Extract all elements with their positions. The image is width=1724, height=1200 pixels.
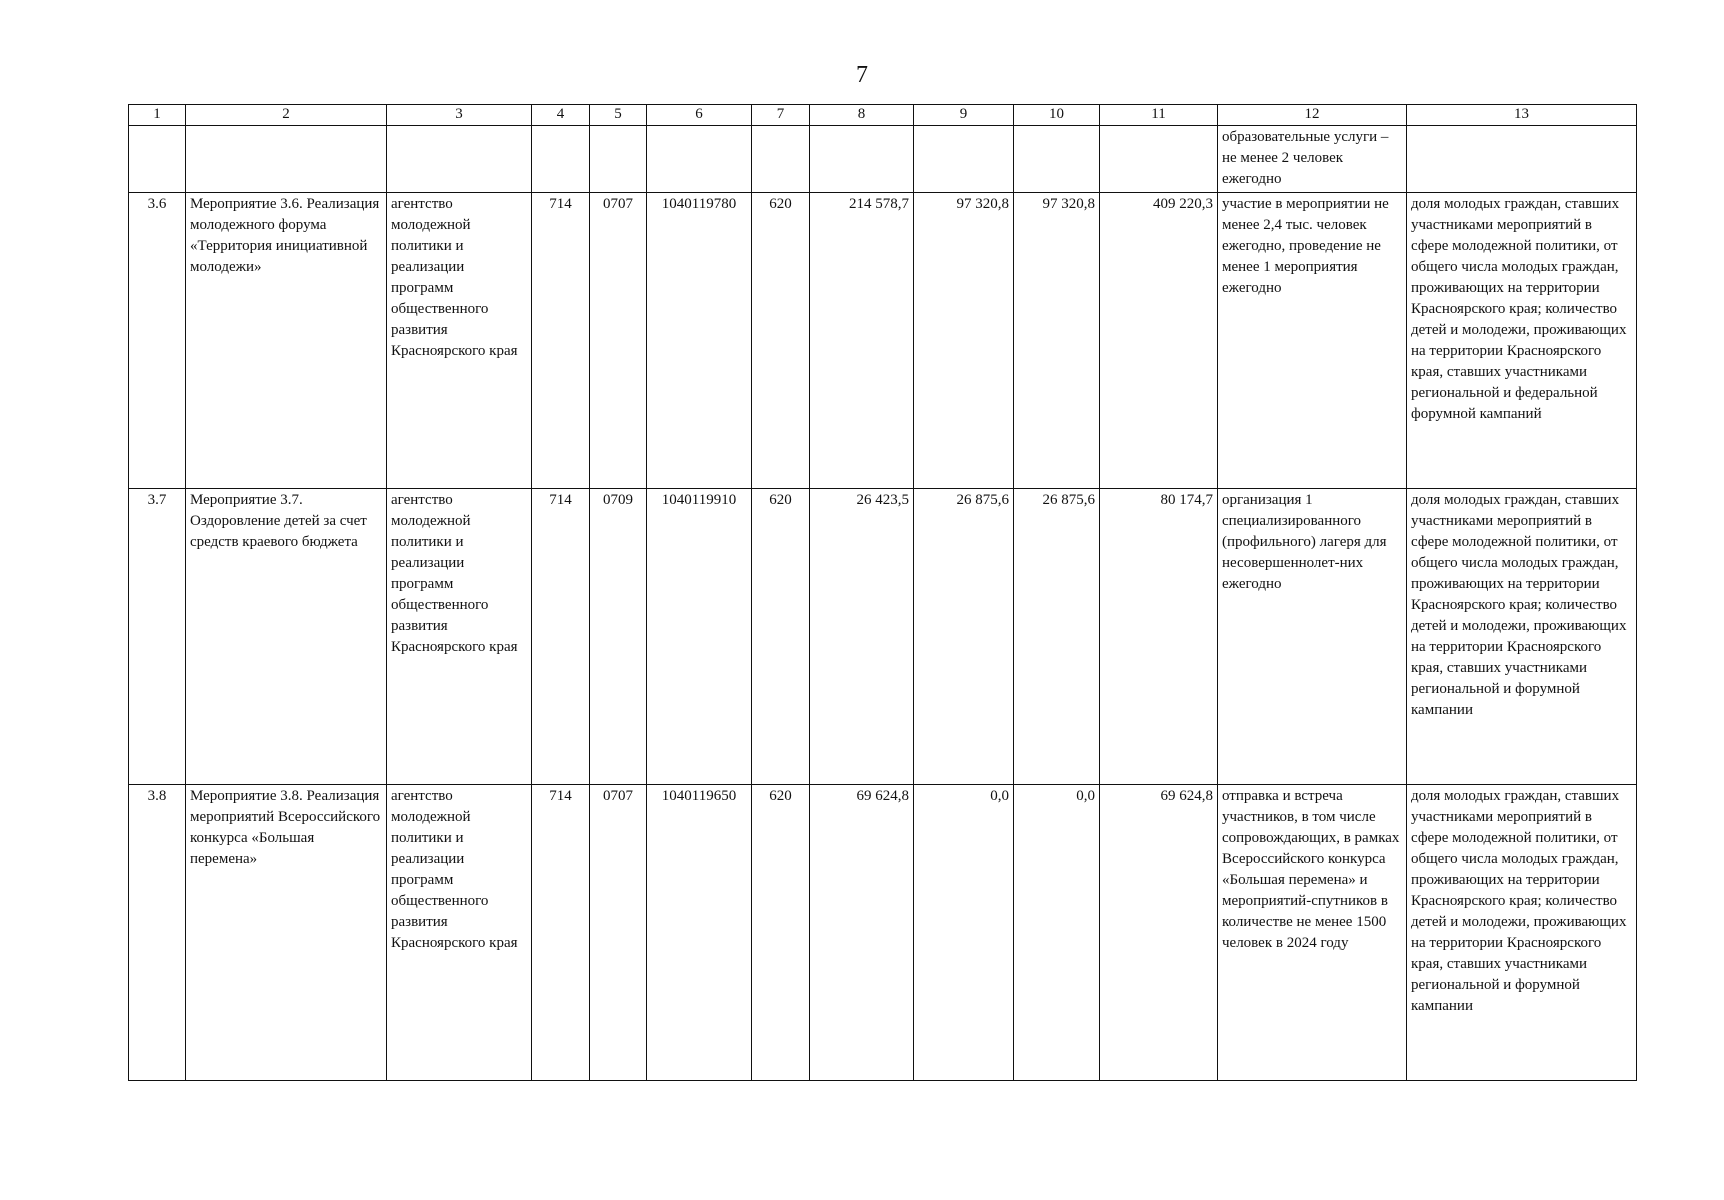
amount-col8: 69 624,8 xyxy=(810,785,914,1081)
amount-col10: 26 875,6 xyxy=(1014,489,1100,785)
expected-result: отправка и встреча участников, в том числе сопровождающих, в рамках Всероссийского конкурса «Большая перемена» и мероприятий-спутников в количестве не менее 1500 человек в 2024 году xyxy=(1218,785,1407,1081)
activity-name: Мероприятие 3.6. Реализация молодежного форума «Территория инициативной молодежи» xyxy=(186,193,387,489)
table-row xyxy=(129,785,1637,1081)
section-code: 0707 xyxy=(590,785,647,1081)
page-number: 7 xyxy=(856,62,868,88)
continuation-row xyxy=(129,126,1637,193)
responsible-agency: агентство молодежной политики и реализации программ общественного развития Красноярского края xyxy=(387,193,532,489)
grbs-code: 714 xyxy=(532,785,590,1081)
grbs-code: 714 xyxy=(532,193,590,489)
row-number: 3.6 xyxy=(129,193,186,489)
column-header: 13 xyxy=(1407,105,1637,126)
column-header: 6 xyxy=(647,105,752,126)
column-header: 3 xyxy=(387,105,532,126)
amount-col9: 0,0 xyxy=(914,785,1014,1081)
expected-result: участие в мероприятии не менее 2,4 тыс. человек ежегодно, проведение не менее 1 мероприятия ежегодно xyxy=(1218,193,1407,489)
program-activities-table xyxy=(128,104,1637,1081)
result-cell: образовательные услуги – не менее 2 человек ежегодно xyxy=(1218,126,1407,193)
amount-total: 409 220,3 xyxy=(1100,193,1218,489)
activity-name: Мероприятие 3.8. Реализация мероприятий Всероссийского конкурса «Большая перемена» xyxy=(186,785,387,1081)
grbs-code: 714 xyxy=(532,489,590,785)
target-item-code: 1040119650 xyxy=(647,785,752,1081)
indicator-impact: доля молодых граждан, ставших участниками мероприятий в сфере молодежной политики, от общего числа молодых граждан, проживающих на территории Красноярского края; количество детей и молодежи, проживающих на территории Красноярского края, ставших участниками региональной и форумной кампании xyxy=(1407,489,1637,785)
amount-col9: 26 875,6 xyxy=(914,489,1014,785)
column-header: 9 xyxy=(914,105,1014,126)
column-header: 7 xyxy=(752,105,810,126)
section-code: 0707 xyxy=(590,193,647,489)
column-header: 11 xyxy=(1100,105,1218,126)
target-item-code: 1040119780 xyxy=(647,193,752,489)
table-row xyxy=(129,489,1637,785)
section-code: 0709 xyxy=(590,489,647,785)
amount-col10: 97 320,8 xyxy=(1014,193,1100,489)
indicator-impact: доля молодых граждан, ставших участниками мероприятий в сфере молодежной политики, от общего числа молодых граждан, проживающих на территории Красноярского края; количество детей и молодежи, проживающих на территории Красноярского края, ставших участниками региональной и форумной кампании xyxy=(1407,785,1637,1081)
column-header: 10 xyxy=(1014,105,1100,126)
column-header: 2 xyxy=(186,105,387,126)
row-number: 3.8 xyxy=(129,785,186,1081)
expense-type-code: 620 xyxy=(752,785,810,1081)
responsible-agency: агентство молодежной политики и реализации программ общественного развития Красноярского края xyxy=(387,785,532,1081)
responsible-agency: агентство молодежной политики и реализации программ общественного развития Красноярского края xyxy=(387,489,532,785)
amount-col8: 214 578,7 xyxy=(810,193,914,489)
activity-name: Мероприятие 3.7. Оздоровление детей за счет средств краевого бюджета xyxy=(186,489,387,785)
column-header: 8 xyxy=(810,105,914,126)
amount-col10: 0,0 xyxy=(1014,785,1100,1081)
column-header: 12 xyxy=(1218,105,1407,126)
row-number: 3.7 xyxy=(129,489,186,785)
column-header: 5 xyxy=(590,105,647,126)
amount-total: 80 174,7 xyxy=(1100,489,1218,785)
expected-result: организация 1 специализированного (профильного) лагеря для несовершеннолет-них ежегодно xyxy=(1218,489,1407,785)
amount-col9: 97 320,8 xyxy=(914,193,1014,489)
target-item-code: 1040119910 xyxy=(647,489,752,785)
indicator-impact: доля молодых граждан, ставших участниками мероприятий в сфере молодежной политики, от общего числа молодых граждан, проживающих на территории Красноярского края; количество детей и молодежи, проживающих на территории Красноярского края, ставших участниками региональной и федеральной форумной кампаний xyxy=(1407,193,1637,489)
column-number-row xyxy=(129,105,1637,126)
column-header: 4 xyxy=(532,105,590,126)
table-row xyxy=(129,193,1637,489)
expense-type-code: 620 xyxy=(752,193,810,489)
expense-type-code: 620 xyxy=(752,489,810,785)
column-header: 1 xyxy=(129,105,186,126)
amount-col8: 26 423,5 xyxy=(810,489,914,785)
amount-total: 69 624,8 xyxy=(1100,785,1218,1081)
